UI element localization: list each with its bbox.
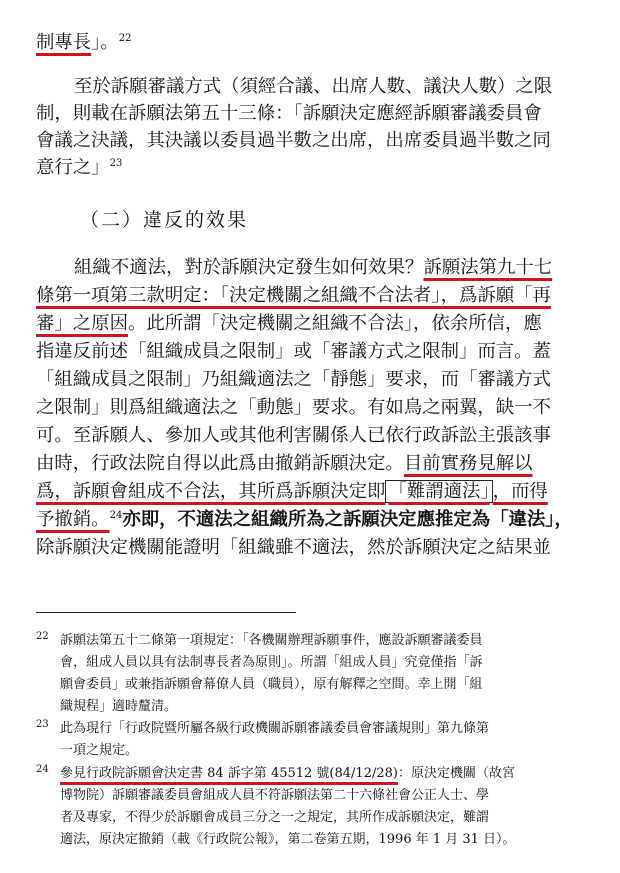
text-span: 亦即，不適法之組織所為之訴願決定應推定為「違法」， [122, 509, 573, 530]
footnote-number-23: 23 [36, 719, 49, 730]
text-span: 。此所謂「決定機關之組織不合法」，依余所信，應 [127, 313, 542, 334]
text-span: 組織不適法，對於訴願決定發生如何效果？ [74, 257, 424, 278]
highlight-phrase: ，而得 [492, 481, 548, 502]
footnote-ref-24: 24 [109, 509, 123, 521]
footnote-separator [36, 612, 296, 613]
footnote-22-line-2: 會，組成人員以具有法制專長者為原則」。所謂「組成人員」究竟僅指「訴 [60, 655, 483, 670]
highlight-phrase: 參見行政院訴願會決定書 84 訴字第 45512 號(84/12/28) [60, 766, 398, 781]
text-span: 意行之」 [36, 157, 110, 178]
text-span: 」。 [91, 32, 119, 53]
highlight-phrase: 制專長 [36, 32, 92, 53]
body-line-3: 制，則載在訴願法第五十三條：「訴願決定應經訴願審議委員會 [36, 103, 542, 124]
body-line-7 [36, 283, 551, 309]
section-heading: （二）違反的效果 [80, 209, 249, 231]
body-line-6 [74, 255, 552, 281]
footnote-number-22: 22 [36, 631, 49, 642]
body-line-16: 除訴願決定機關能證明「組織雖不適法，然於訴願決定之結果並 [36, 537, 551, 558]
body-line-15 [36, 507, 573, 533]
footnote-24-line-3: 者及專家，不得少於訴願會成員三分之一之規定，其所作成訴願決定，難謂 [60, 810, 490, 825]
footnote-24-line-2: 博物院）訴願審議委員會組成人員不符訴願法第二十六條社會公正人士、學 [60, 788, 490, 803]
highlight-phrase: 予撤銷。 [36, 509, 110, 530]
footnote-24-line-4: 適法，原決定撤銷（載《行政院公報》，第二卷第五期，1996 年 1 月 31 日）。 [60, 832, 516, 847]
text-span: ：原決定機關（故宮 [397, 766, 515, 781]
footnote-23-line-1: 此為現行「行政院暨所屬各級行政機關訴願審議委員會審議規則」第九條第 [60, 721, 490, 736]
footnote-23-line-2: 一項之規定。 [60, 743, 139, 758]
body-line-10: 「組織成員之限制」乃組織適法之「靜態」要求，而「審議方式 [36, 369, 551, 390]
footnote-22-line-3: 願會委員」或兼指訴願會幕僚人員（職員），原有解釋之空間。幸上開「組 [60, 677, 483, 692]
body-line-2: 至於訴願審議方式（須經合議、出席人數、議決人數）之限 [74, 76, 553, 97]
highlight-phrase: 審」之原因 [36, 313, 128, 334]
footnote-ref-22: 22 [118, 32, 132, 44]
highlight-phrase: 目前實務見解以 [403, 453, 533, 474]
highlight-phrase: 訴願法第九十七 [423, 257, 553, 278]
footnote-22-line-4: 織規程」適時釐清。 [60, 699, 178, 714]
body-line-9: 指違反前述「組織成員之限制」或「審議方式之限制」而言。蓋 [36, 341, 551, 362]
footnote-24-line-1 [60, 763, 515, 785]
body-line-12: 可。至訴願人、參加人或其他利害關係人已依行政訴訟主張該事 [36, 425, 551, 446]
boxed-phrase: 「難謂適法」 [385, 480, 492, 503]
body-line-5 [36, 155, 122, 181]
body-line-13 [36, 451, 533, 477]
text-span: 由時，行政法院自得以此爲由撤銷訴願決定。 [36, 453, 404, 474]
footnote-22-line-1: 訴願法第五十二條第一項規定：「各機關辦理訴願事件，應設訴願審議委員 [60, 633, 483, 648]
highlight-phrase: 條第一項第三款明定：「決定機關之組織不合法者」，爲訴願「再 [36, 285, 551, 306]
footnote-ref-23: 23 [109, 157, 123, 169]
footnote-number-24: 24 [36, 764, 49, 775]
body-line-14 [36, 479, 548, 505]
body-line-8 [36, 311, 542, 337]
body-line-1 [36, 30, 132, 56]
highlight-phrase: 爲，訴願會組成不合法，其所爲訴願決定即 [36, 481, 386, 502]
body-line-4: 會議之決議，其決議以委員過半數之出席，出席委員過半數之同 [36, 130, 551, 151]
body-line-11: 之限制」則爲組織適法之「動態」要求。有如鳥之兩翼，缺一不 [36, 397, 551, 418]
